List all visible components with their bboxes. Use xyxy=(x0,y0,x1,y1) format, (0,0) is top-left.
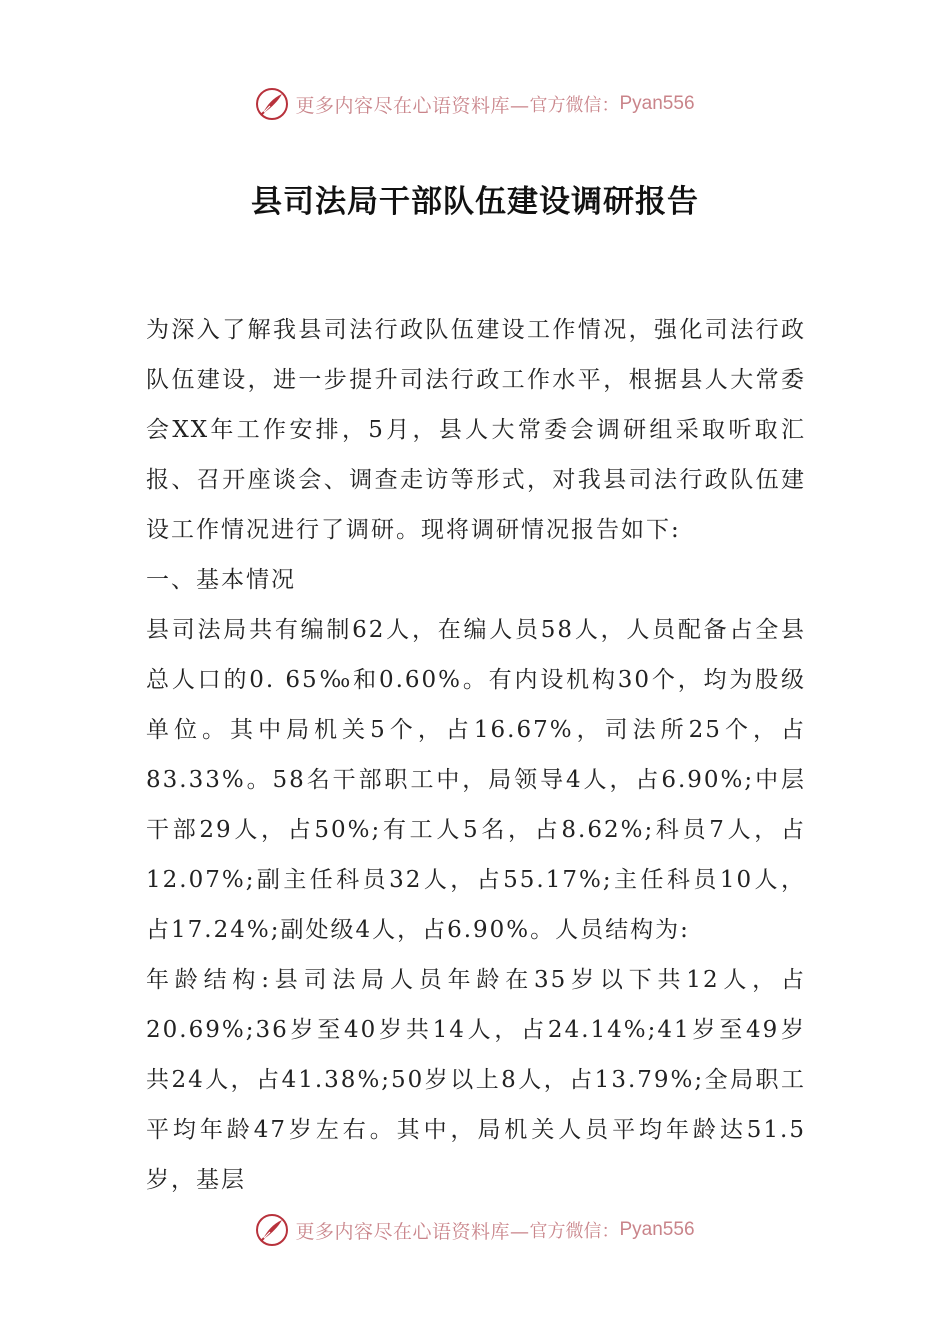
paragraph-intro: 为深入了解我县司法行政队伍建设工作情况，强化司法行政队伍建设，进一步提升司法行政工作水平，根据县人大常委会XX年工作安排，5月，县人大常委会调研组采取听取汇报、召开座谈会、调查走访等形式，对我县司法行政队伍建设工作情况进行了调研。现将调研情况报告如下: xyxy=(146,317,806,543)
wechat-id: Pyan556 xyxy=(619,1219,695,1240)
wechat-label: 官方微信： xyxy=(529,95,620,116)
banner-text: 更多内容尽在心语资料库— xyxy=(295,1220,530,1243)
document-body xyxy=(146,305,806,1205)
quill-logo-icon xyxy=(255,87,289,121)
paragraph-staffing: 县司法局共有编制62人，在编人员58人，人员配备占全县总人口的0. 65‰和0.60%。有内设机构30个，均为股级单位。其中局机关5个，占16.67%，司法所25个，占83.33%。58名干部职工中，局领导4人，占6.90%;中层干部29人，占50%;有工人5名，占8.62%;科员7人，占12.07%;副主任科员32人，占55.17%;主任科员10人，占17.24%;副处级4人，占6.90%。人员结构为: xyxy=(146,617,806,943)
banner-text: 更多内容尽在心语资料库— xyxy=(295,94,530,117)
section-heading-basic: 一、基本情况 xyxy=(146,567,296,593)
quill-logo-icon xyxy=(255,1213,289,1247)
paragraph-age-structure: 年龄结构:县司法局人员年龄在35岁以下共12人，占20.69%;36岁至40岁共14人，占24.14%;41岁至49岁共24人，占41.38%;50岁以上8人，占13.79%;全局职工平均年龄47岁左右。其中，局机关人员平均年龄达51.5岁，基层 xyxy=(146,967,806,1193)
footer-banner xyxy=(0,1210,950,1250)
header-banner xyxy=(0,84,950,124)
wechat-label: 官方微信： xyxy=(529,1221,620,1242)
wechat-id: Pyan556 xyxy=(619,93,695,114)
document-title: 县司法局干部队伍建设调研报告 xyxy=(251,184,699,220)
